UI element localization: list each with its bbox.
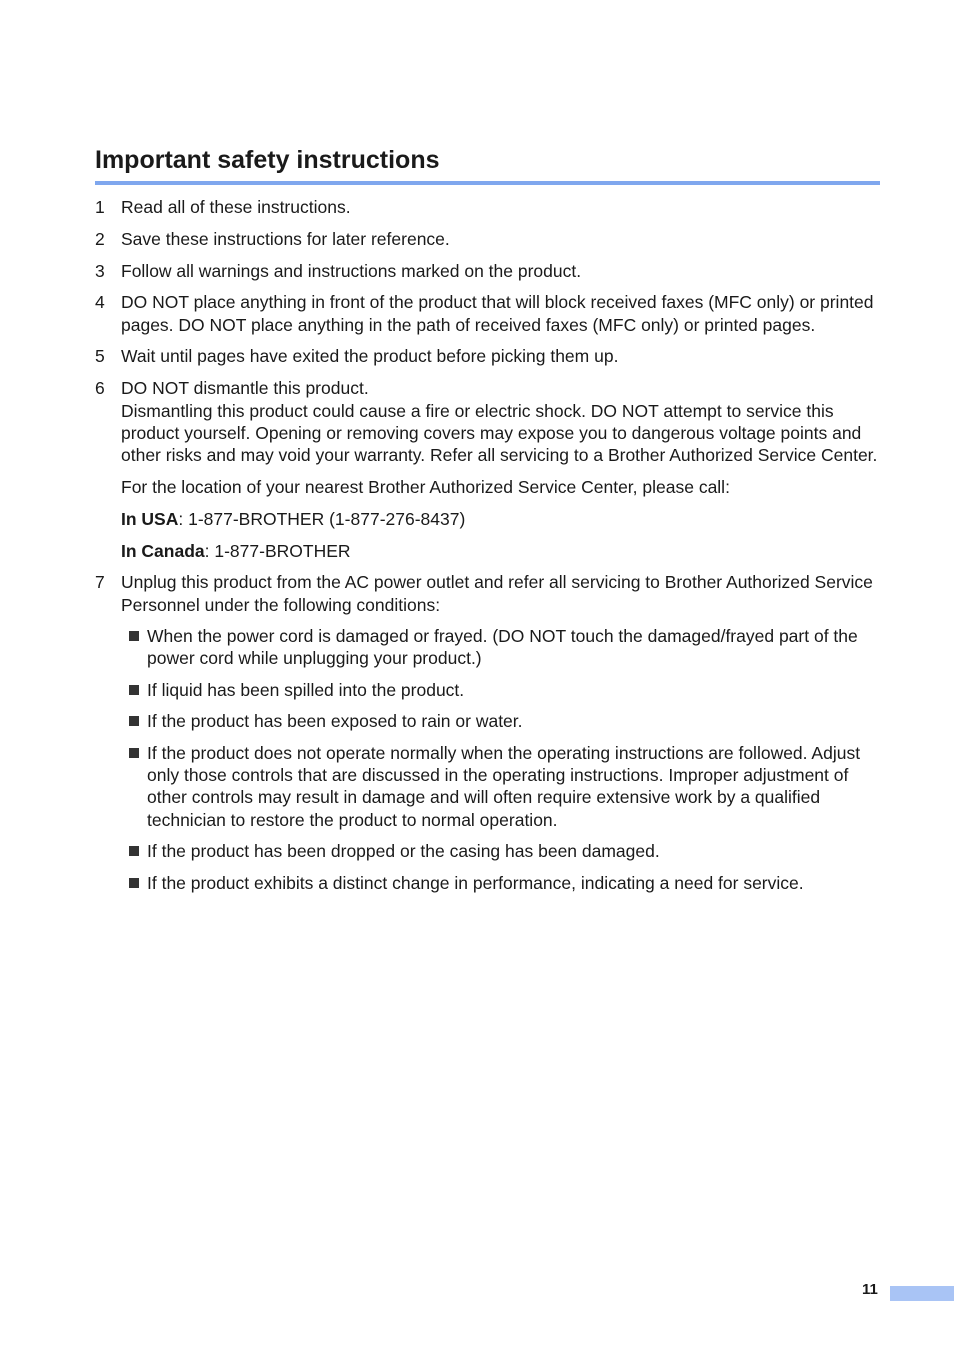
list-item <box>95 196 885 218</box>
condition-list <box>121 625 885 894</box>
bullet-item: If the product does not operate normally when the operating instructions are followed. Adjust only those controls that are discussed in the operating instructions. Improper adjustment of other controls may result in damage and will often require extensive work by a qualified technician to restore the product to normal operation. <box>121 742 885 831</box>
square-bullet-icon <box>129 878 139 888</box>
usa-phone: : 1-877-BROTHER (1-877-276-8437) <box>178 508 466 529</box>
square-bullet-icon <box>129 631 139 641</box>
item-detail: Dismantling this product could cause a fire or electric shock. DO NOT attempt to service this product yourself. Opening or removing covers may expose you to dangerous voltage points and other risks and may void your warranty. Refer all servicing to a Brother Authorized Service Center. <box>121 400 878 466</box>
title-underline <box>95 181 880 185</box>
item-text: Read all of these instructions. <box>121 197 351 217</box>
page-title: Important safety instructions <box>95 146 440 174</box>
list-item <box>95 291 885 336</box>
page-tab-marker <box>890 1286 954 1301</box>
bullet-item: When the power cord is damaged or frayed. (DO NOT touch the damaged/frayed part of the power cord while unplugging your product.) <box>121 625 885 670</box>
list-item <box>95 571 885 894</box>
canada-label: In Canada <box>121 540 205 561</box>
item-text: Wait until pages have exited the product before picking them up. <box>121 346 619 367</box>
item-number: 2 <box>95 228 105 249</box>
item-number: 4 <box>95 292 105 313</box>
usa-label: In USA <box>121 508 179 529</box>
list-item <box>95 260 885 282</box>
bullet-item: If the product has been exposed to rain or water. <box>121 710 885 732</box>
square-bullet-icon <box>129 716 139 726</box>
item-text: DO NOT place anything in front of the product that will block received faxes (MFC only) or printed pages. DO NOT place anything in the path of received faxes (MFC only) or printed pages. <box>121 292 874 335</box>
bullet-item: If liquid has been spilled into the product. <box>121 679 885 701</box>
item-number: 7 <box>95 572 105 593</box>
item-number: 3 <box>95 260 105 281</box>
canada-phone: : 1-877-BROTHER <box>204 540 351 561</box>
square-bullet-icon <box>129 846 139 856</box>
item-warning: DO NOT dismantle this product. <box>121 378 369 399</box>
item-text: Follow all warnings and instructions marked on the product. <box>121 260 582 281</box>
service-center-note: For the location of your nearest Brother Authorized Service Center, please call: <box>121 476 730 497</box>
list-item <box>95 228 885 250</box>
page-number: 11 <box>862 1281 878 1298</box>
bullet-item: If the product has been dropped or the casing has been damaged. <box>121 840 885 862</box>
item-text: Unplug this product from the AC power outlet and refer all servicing to Brother Authorized Service Personnel under the following conditions: <box>121 572 873 615</box>
item-number: 5 <box>95 346 105 367</box>
usa-contact <box>121 508 885 530</box>
bullet-item: If the product exhibits a distinct change in performance, indicating a need for service. <box>121 872 885 894</box>
instruction-list <box>95 196 885 903</box>
list-item <box>95 345 885 367</box>
square-bullet-icon <box>129 748 139 758</box>
item-number: 6 <box>95 378 105 399</box>
list-item <box>95 377 885 562</box>
canada-contact <box>121 540 885 562</box>
item-number: 1 <box>95 197 105 217</box>
square-bullet-icon <box>129 685 139 695</box>
item-text: Save these instructions for later reference. <box>121 228 450 249</box>
